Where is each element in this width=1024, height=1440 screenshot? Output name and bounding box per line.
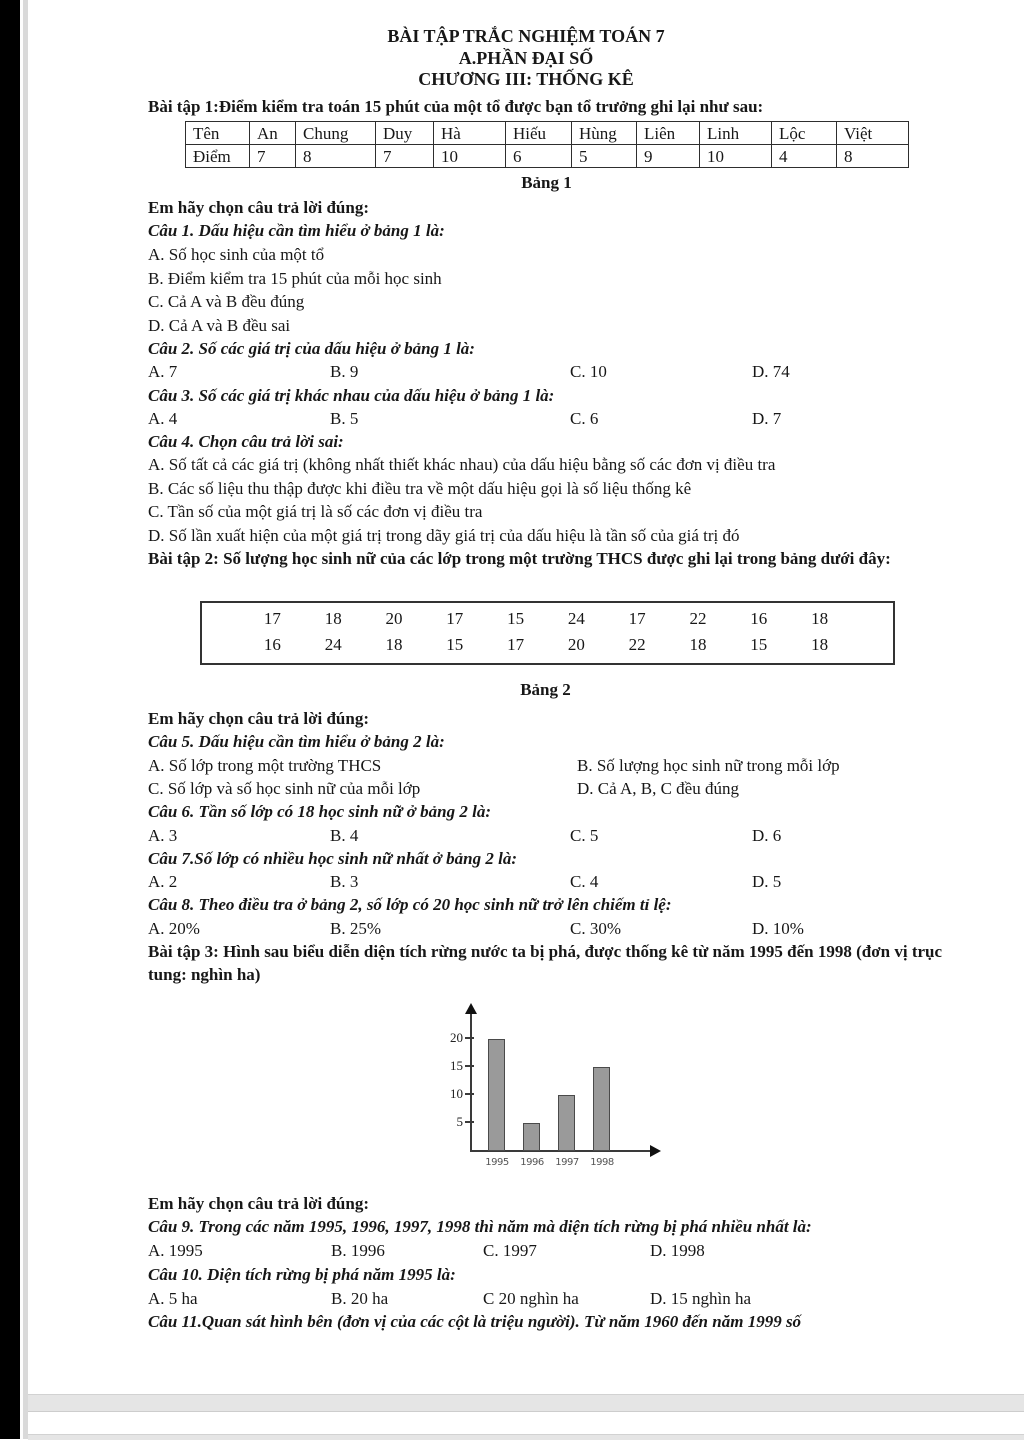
table-cell: 24	[567, 609, 585, 628]
q6-option-d: D. 6	[752, 826, 782, 845]
q10-option-b: B. 20 ha	[331, 1289, 389, 1308]
exercise3-heading: Bài tập 3: Hình sau biểu diễn diện tích rừng nước ta bị phá, được thống kê từ năm 1995 đến 1998 (đơn vị trục tung: nghìn ha)	[148, 942, 943, 984]
q5-option-b: B. Số lượng học sinh nữ trong mỗi lớp	[577, 756, 840, 775]
table-cell: 17	[446, 609, 464, 628]
table-cell: 17	[628, 609, 646, 628]
x-tick-label-1997: 1997	[555, 1157, 579, 1168]
q8-option-c: C. 30%	[570, 919, 621, 938]
table-cell: 18	[385, 635, 403, 654]
table-cell: 8	[296, 145, 376, 168]
table-cell: An	[250, 122, 296, 145]
table-cell: 15	[750, 635, 768, 654]
q1-option-b: B. Điểm kiểm tra 15 phút của mỗi học sinh	[148, 269, 442, 288]
q1-option-d: D. Cả A và B đều sai	[148, 316, 291, 335]
y-tick-label-10: 10	[450, 1086, 463, 1101]
q4-option-b: B. Các số liệu thu thập được khi điều tra về một dấu hiệu gọi là số liệu thống kê	[148, 479, 692, 498]
x-tick-label-1995: 1995	[485, 1157, 509, 1168]
doc-title-line3: CHƯƠNG III: THỐNG KÊ	[418, 69, 634, 89]
q10-option-d: D. 15 nghìn ha	[650, 1289, 752, 1308]
y-tick-label-5: 5	[456, 1114, 463, 1129]
table-row	[186, 122, 909, 145]
y-tick-mark	[465, 1037, 474, 1039]
table-cell: 18	[324, 609, 342, 628]
page-break-separator-2	[28, 1434, 1024, 1440]
q9-option-c: C. 1997	[483, 1241, 537, 1260]
exercise2-heading: Bài tập 2: Số lượng học sinh nữ của các lớp trong một trường THCS được ghi lại trong bảng dưới đây:	[148, 549, 891, 568]
q9-option-b: B. 1996	[331, 1241, 385, 1260]
y-tick-label-20: 20	[450, 1030, 463, 1045]
chart-y-axis	[470, 1012, 472, 1151]
q3-option-b: B. 5	[330, 409, 359, 428]
table-cell: 20	[567, 635, 585, 654]
table-cell: 16	[263, 635, 281, 654]
table-cell: Tên	[186, 122, 250, 145]
q5-option-d: D. Cả A, B, C đều đúng	[577, 779, 739, 798]
instruction-1: Em hãy chọn câu trả lời đúng:	[148, 198, 369, 217]
q9-option-d: D. 1998	[650, 1241, 705, 1260]
q4-stem: Câu 4. Chọn câu trả lời sai:	[148, 432, 344, 451]
q4-option-c: C. Tần số của một giá trị là số các đơn vị điều tra	[148, 502, 483, 521]
table-cell: 18	[811, 635, 829, 654]
table-cell: 22	[628, 635, 646, 654]
q2-option-a: A. 7	[148, 362, 178, 381]
table-cell: 7	[250, 145, 296, 168]
q4-option-d: D. Số lần xuất hiện của một giá trị trong dãy giá trị của dấu hiệu là tần số của giá trị đó	[148, 526, 740, 545]
q10-option-a: A. 5 ha	[148, 1289, 198, 1308]
table-cell: 24	[324, 635, 342, 654]
q8-option-b: B. 25%	[330, 919, 381, 938]
instruction-2: Em hãy chọn câu trả lời đúng:	[148, 709, 369, 728]
table-cell: 15	[446, 635, 464, 654]
table-cell: 10	[700, 145, 772, 168]
bar-1997	[558, 1095, 575, 1151]
chart-x-axis-arrow-icon	[650, 1145, 661, 1157]
bar-1998	[593, 1067, 610, 1151]
table-cell: Điểm	[186, 145, 250, 168]
q4-option-a: A. Số tất cả các giá trị (không nhất thiết khác nhau) của dấu hiệu bằng số các đơn vị điều tra	[148, 455, 776, 474]
table-cell: 6	[506, 145, 572, 168]
table-cell: 15	[507, 609, 525, 628]
q8-stem: Câu 8. Theo điều tra ở bảng 2, số lớp có 20 học sinh nữ trở lên chiếm tỉ lệ:	[148, 895, 672, 914]
q3-option-c: C. 6	[570, 409, 599, 428]
q7-stem: Câu 7.Số lớp có nhiều học sinh nữ nhất ở bảng 2 là:	[148, 849, 518, 868]
q5-stem: Câu 5. Dấu hiệu cần tìm hiểu ở bảng 2 là:	[148, 732, 445, 751]
q8-option-d: D. 10%	[752, 919, 804, 938]
q6-option-a: A. 3	[148, 826, 178, 845]
bar-1995	[488, 1039, 505, 1151]
instruction-3: Em hãy chọn câu trả lời đúng:	[148, 1194, 369, 1213]
y-tick-mark	[465, 1065, 474, 1067]
table-cell: 17	[507, 635, 525, 654]
table-cell: 10	[434, 145, 506, 168]
table-cell: Linh	[700, 122, 772, 145]
table-cell: 18	[811, 609, 829, 628]
table-cell: Duy	[376, 122, 434, 145]
table-bang1	[185, 121, 909, 168]
q9-stem: Câu 9. Trong các năm 1995, 1996, 1997, 1998 thì năm mà diện tích rừng bị phá nhiều nhất là:	[148, 1217, 812, 1236]
table-cell: Việt	[837, 122, 909, 145]
q2-option-c: C. 10	[570, 362, 607, 381]
q7-option-a: A. 2	[148, 872, 178, 891]
y-tick-mark	[465, 1121, 474, 1123]
q3-option-d: D. 7	[752, 409, 782, 428]
page-left-shadow-edge	[23, 0, 28, 1439]
doc-title-line2: A.PHẦN ĐẠI SỐ	[458, 48, 594, 68]
y-tick-mark	[465, 1093, 474, 1095]
table-bang2-caption: Bảng 2	[520, 680, 571, 699]
x-tick-label-1996: 1996	[520, 1157, 544, 1168]
deforestation-bar-chart	[423, 1006, 668, 1178]
table-bang2	[200, 601, 895, 665]
table-cell: 7	[376, 145, 434, 168]
q2-option-b: B. 9	[330, 362, 359, 381]
table-cell: 4	[772, 145, 837, 168]
table-bang1-caption: Bảng 1	[521, 173, 572, 192]
q1-option-c: C. Cả A và B đều đúng	[148, 292, 305, 311]
bar-1996	[523, 1123, 540, 1151]
q5-option-a: A. Số lớp trong một trường THCS	[148, 756, 382, 775]
q5-option-c: C. Số lớp và số học sinh nữ của mỗi lớp	[148, 779, 421, 798]
q1-option-a: A. Số học sinh của một tổ	[148, 245, 325, 264]
table-row	[242, 606, 850, 632]
table-row	[242, 632, 850, 658]
x-tick-label-1998: 1998	[590, 1157, 614, 1168]
table-bang2-grid	[242, 606, 850, 658]
table-cell: Hà	[434, 122, 506, 145]
q7-option-b: B. 3	[330, 872, 359, 891]
table-cell: 9	[637, 145, 700, 168]
table-cell: 16	[750, 609, 768, 628]
q7-option-d: D. 5	[752, 872, 782, 891]
q11-stem: Câu 11.Quan sát hình bên (đơn vị của các cột là triệu người). Từ năm 1960 đến năm 1999 số	[148, 1312, 802, 1331]
table-cell: Hùng	[572, 122, 637, 145]
table-cell: 20	[385, 609, 403, 628]
table-cell: Chung	[296, 122, 376, 145]
q1-stem: Câu 1. Dấu hiệu cần tìm hiểu ở bảng 1 là:	[148, 221, 445, 240]
q9-option-a: A. 1995	[148, 1241, 203, 1260]
q2-option-d: D. 74	[752, 362, 790, 381]
table-cell: 5	[572, 145, 637, 168]
viewer-left-black-edge	[0, 0, 20, 1439]
q3-option-a: A. 4	[148, 409, 178, 428]
table-cell: 8	[837, 145, 909, 168]
q10-stem: Câu 10. Diện tích rừng bị phá năm 1995 là:	[148, 1265, 456, 1284]
q6-stem: Câu 6. Tần số lớp có 18 học sinh nữ ở bảng 2 là:	[148, 802, 491, 821]
q2-stem: Câu 2. Số các giá trị của dấu hiệu ở bảng 1 là:	[148, 339, 475, 358]
q10-option-c: C 20 nghìn ha	[483, 1289, 579, 1308]
chart-y-axis-arrow-icon	[465, 1003, 477, 1014]
table-cell: 22	[689, 609, 707, 628]
table-cell: 18	[689, 635, 707, 654]
y-tick-label-15: 15	[450, 1058, 463, 1073]
table-cell: 17	[263, 609, 281, 628]
doc-title-line1: BÀI TẬP TRẮC NGHIỆM TOÁN 7	[387, 26, 665, 46]
table-cell: Hiếu	[506, 122, 572, 145]
q8-option-a: A. 20%	[148, 919, 200, 938]
q6-option-b: B. 4	[330, 826, 359, 845]
q6-option-c: C. 5	[570, 826, 599, 845]
page-break-separator	[28, 1394, 1024, 1412]
table-row	[186, 145, 909, 168]
exercise1-heading: Bài tập 1:Điểm kiểm tra toán 15 phút của một tổ được bạn tổ trưởng ghi lại như sau:	[148, 97, 764, 116]
q3-stem: Câu 3. Số các giá trị khác nhau của dấu hiệu ở bảng 1 là:	[148, 386, 555, 405]
q7-option-c: C. 4	[570, 872, 599, 891]
table-cell: Lộc	[772, 122, 837, 145]
table-cell: Liên	[637, 122, 700, 145]
